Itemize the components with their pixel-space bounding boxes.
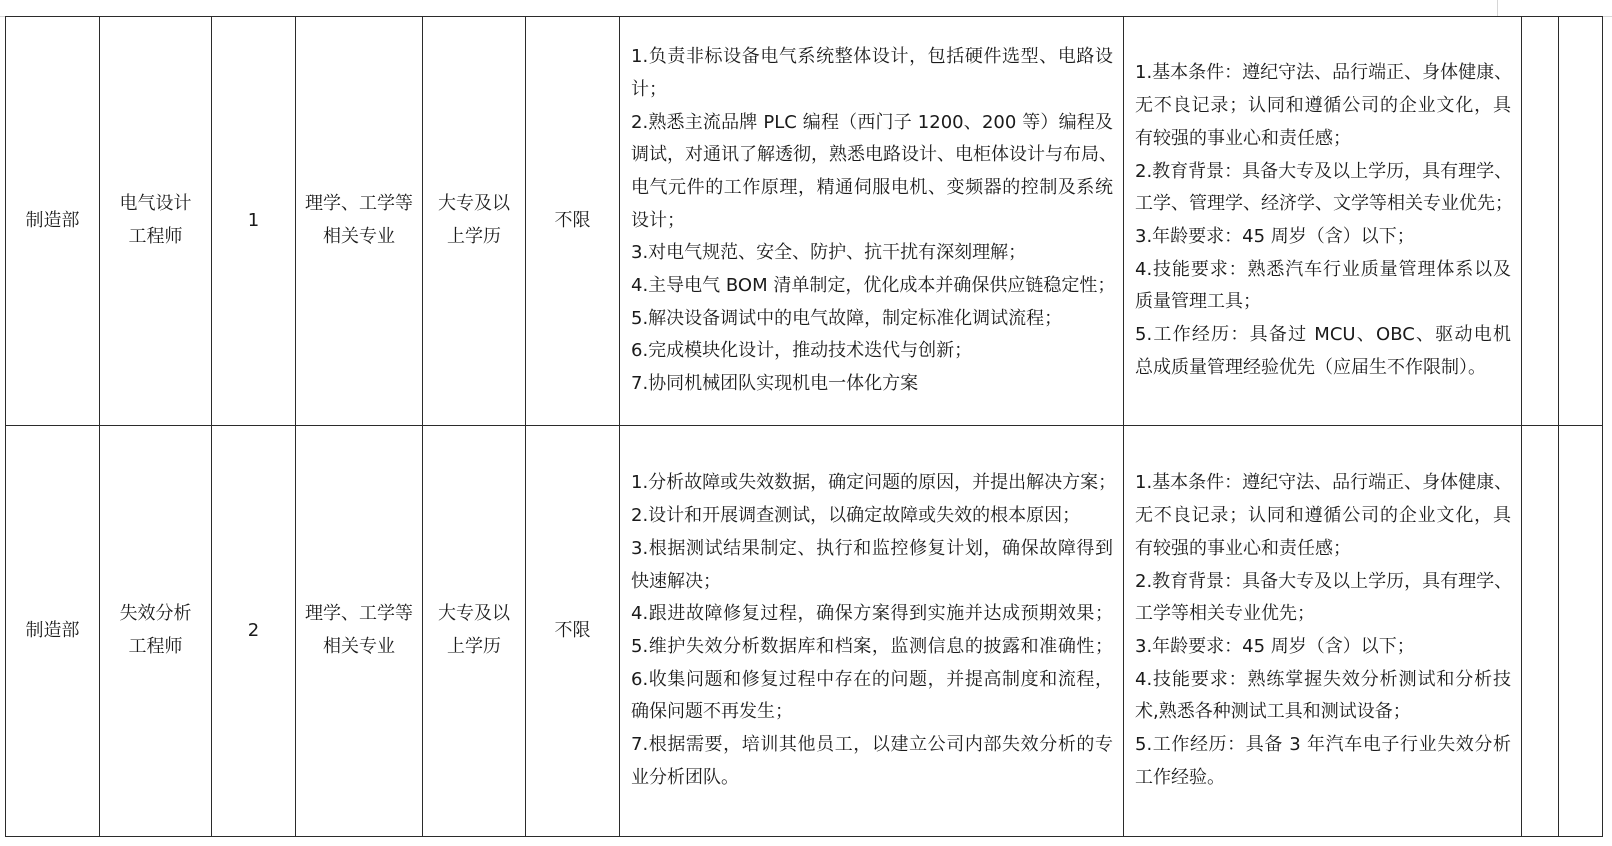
duties-line: 3.根据测试结果制定、执行和监控修复计划，确保故障得到: [631, 537, 1113, 559]
requirements-line: 4.技能要求：熟练掌握失效分析测试和分析技: [1135, 668, 1511, 690]
major-line: 相关专业: [323, 636, 395, 657]
education-line: 上学历: [447, 226, 501, 247]
duties-line: 6.收集问题和修复过程中存在的问题，并提高制度和流程，: [631, 668, 1113, 690]
requirements-line: 术,熟悉各种测试工具和测试设备；: [1135, 701, 1411, 723]
education-line: 大专及以: [438, 603, 510, 625]
requirements-line: 3.年龄要求：45 周岁（含）以下；: [1135, 636, 1415, 657]
duties-line: 2.熟悉主流品牌 PLC 编程（西门子 1200、200 等）编程及: [631, 111, 1113, 133]
duties-line: 电气元件的工作原理，精通伺服电机、变频器的控制及系统: [631, 176, 1113, 198]
empty-cell: [1559, 17, 1603, 426]
requirements-line: 工学、管理学、经济学、文学等相关专业优先；: [1135, 193, 1513, 215]
duties-line: 确保问题不再发生；: [631, 701, 793, 723]
requirements-line: 工学等相关专业优先；: [1135, 603, 1315, 625]
education-line: 大专及以: [438, 193, 510, 215]
duties-cell: [620, 426, 1124, 837]
major-cell: [296, 426, 423, 837]
requirements-line: 3.年龄要求：45 周岁（含）以下；: [1135, 226, 1415, 247]
requirements-text: [1135, 467, 1511, 794]
duties-line: 5.维护失效分析数据库和档案，监测信息的披露和准确性；: [631, 636, 1113, 657]
duties-line: 调试，对通讯了解透彻，熟悉电路设计、电柜体设计与布局、: [631, 144, 1117, 166]
requirements-line: 1.基本条件：遵纪守法、品行端正、身体健康、: [1135, 62, 1513, 84]
position-line: 失效分析: [119, 603, 192, 625]
requirements-cell: [1124, 17, 1522, 426]
requirements-line: 无不良记录；认同和遵循公司的企业文化，具: [1135, 95, 1511, 117]
requirements-line: 1.基本条件：遵纪守法、品行端正、身体健康、: [1135, 472, 1513, 494]
department-cell: [6, 17, 100, 426]
table-row: [6, 426, 1603, 837]
duties-line: 4.主导电气 BOM 清单制定，优化成本并确保供应链稳定性；: [631, 275, 1116, 297]
duties-line: 6.完成模块化设计，推动技术迭代与创新；: [631, 340, 973, 362]
department-cell: [6, 426, 100, 837]
position-cell: [100, 426, 212, 837]
duties-line: 业分析团队。: [631, 766, 739, 788]
duties-line: 设计；: [631, 209, 685, 231]
department-text: 制造部: [25, 209, 80, 231]
requirements-line: 质量管理工具；: [1135, 291, 1261, 313]
job-requirements-table: [5, 16, 1603, 837]
position-line: 电气设计: [119, 193, 192, 215]
department-text: 制造部: [25, 619, 80, 641]
empty-cell: [1522, 17, 1559, 426]
duties-line: 2.设计和开展调查测试，以确定故障或失效的根本原因；: [631, 505, 1081, 527]
requirements-text: [1135, 57, 1511, 384]
experience-cell: [526, 17, 620, 426]
requirements-line: 总成质量管理经验优先（应届生不作限制）。: [1135, 356, 1486, 378]
duties-line: 快速解决；: [631, 570, 721, 592]
duties-line: 5.解决设备调试中的电气故障，制定标准化调试流程；: [631, 307, 1063, 329]
major-cell: [296, 17, 423, 426]
duties-line: 7.协同机械团队实现机电一体化方案: [631, 373, 919, 395]
duties-text: [631, 467, 1117, 794]
duties-line: 3.对电气规范、安全、防护、抗干扰有深刻理解；: [631, 242, 1027, 264]
education-line: 上学历: [447, 636, 501, 657]
duties-text: [631, 41, 1117, 401]
requirements-cell: [1124, 426, 1522, 837]
duties-line: 7.根据需要，培训其他员工，以建立公司内部失效分析的专: [631, 734, 1113, 756]
education-cell: [423, 17, 526, 426]
experience-text: 不限: [554, 619, 591, 641]
position-cell: [100, 17, 212, 426]
requirements-line: 无不良记录；认同和遵循公司的企业文化，具: [1135, 505, 1511, 527]
duties-line: 1.负责非标设备电气系统整体设计，包括硬件选型、电路设: [631, 46, 1113, 68]
major-line: 理学、工学等: [305, 193, 413, 215]
duties-line: 4.跟进故障修复过程，确保方案得到实施并达成预期效果；: [631, 603, 1113, 625]
headcount-cell: [212, 17, 296, 426]
position-line: 工程师: [128, 226, 183, 247]
requirements-line: 2.教育背景：具备大专及以上学历，具有理学、: [1135, 570, 1513, 592]
headcount-text: 1: [247, 209, 260, 231]
duties-cell: [620, 17, 1124, 426]
requirements-line: 5.工作经历：具备 3 年汽车电子行业失效分析: [1135, 734, 1511, 756]
position-line: 工程师: [128, 636, 183, 657]
requirements-line: 工作经验。: [1135, 766, 1225, 788]
major-line: 相关专业: [323, 226, 395, 247]
empty-cell: [1522, 426, 1559, 837]
duties-line: 1.分析故障或失效数据，确定问题的原因，并提出解决方案；: [631, 472, 1117, 494]
requirements-line: 5.工作经历：具备过 MCU、OBC、驱动电机: [1135, 324, 1511, 346]
major-line: 理学、工学等: [305, 603, 413, 625]
headcount-cell: [212, 426, 296, 837]
table-row: [6, 17, 1603, 426]
experience-cell: [526, 426, 620, 837]
requirements-line: 有较强的事业心和责任感；: [1135, 537, 1351, 559]
headcount-text: 2: [247, 619, 260, 641]
experience-text: 不限: [554, 209, 591, 231]
duties-line: 计；: [631, 78, 667, 100]
page-edge-line: [1497, 0, 1498, 16]
requirements-line: 有较强的事业心和责任感；: [1135, 127, 1351, 149]
education-cell: [423, 426, 526, 837]
requirements-line: 4.技能要求：熟悉汽车行业质量管理体系以及: [1135, 258, 1511, 280]
requirements-line: 2.教育背景：具备大专及以上学历，具有理学、: [1135, 160, 1513, 182]
empty-cell: [1559, 426, 1603, 837]
